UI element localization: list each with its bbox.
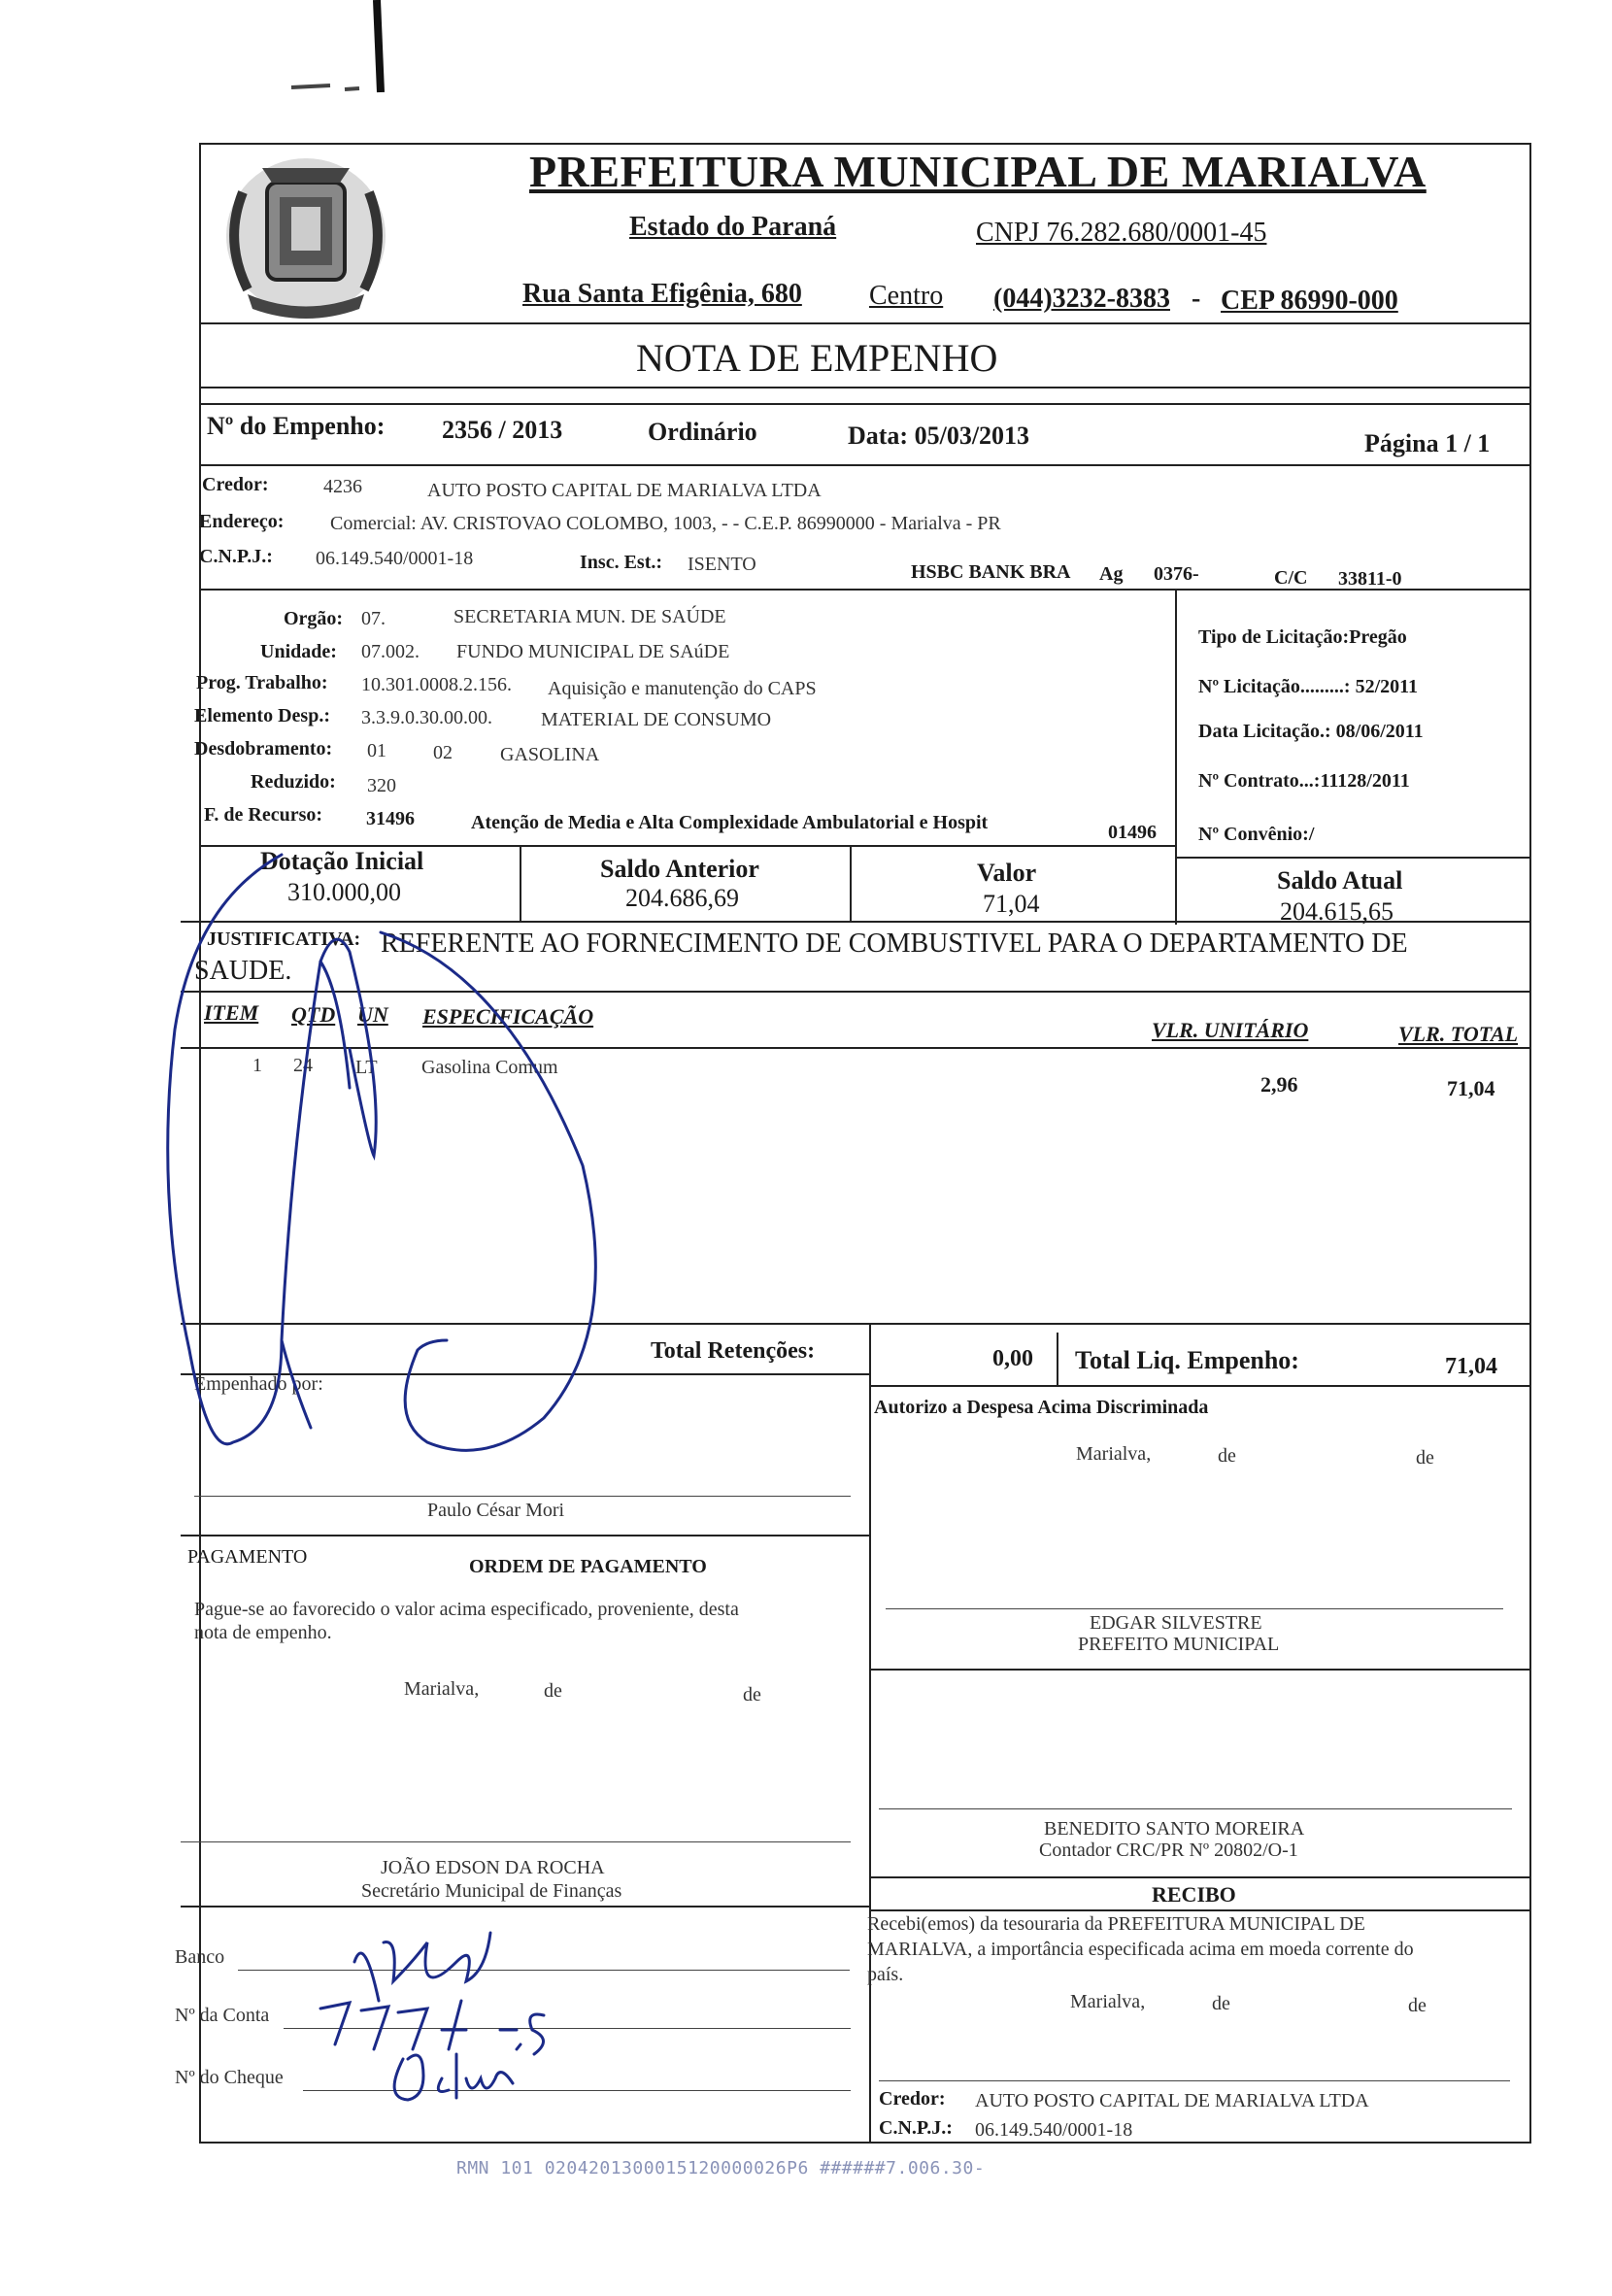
desdobramento-a: 01 [367,740,386,761]
state-name: Estado do Paraná [629,212,837,242]
header-street: Rua Santa Efigênia, 680 [522,279,802,309]
accountant-title: Contador CRC/PR Nº 20802/O-1 [1039,1840,1298,1861]
desdobramento-label: Desdobramento: [194,738,333,760]
autorizo-city: Marialva, [1076,1443,1152,1465]
recibo-de-2: de [1408,1995,1427,2016]
secretary-title: Secretário Municipal de Finanças [361,1880,622,1902]
unidade-label: Unidade: [260,641,337,662]
agency-label: Ag [1099,563,1124,585]
col-vlr-unitario: VLR. UNITÁRIO [1152,1018,1309,1042]
unidade-code: 07.002. [361,641,420,662]
unidade-name: FUNDO MUNICIPAL DE SAúDE [456,641,730,662]
recibo-credor-name: AUTO POSTO CAPITAL DE MARIALVA LTDA [975,2090,1369,2111]
recibo-de-1: de [1212,1993,1230,2014]
orgao-label: Orgão: [284,608,344,629]
pagamento-de-2: de [743,1684,761,1705]
col-vlr-total: VLR. TOTAL [1398,1022,1519,1046]
accountant-name: BENEDITO SANTO MOREIRA [1044,1818,1305,1840]
conta-label: Nº da Conta [175,2005,270,2026]
col-item: ITEM [204,1000,259,1025]
empenho-number-label: Nº do Empenho: [207,412,386,440]
empenhado-por-name: Paulo César Mori [427,1500,565,1521]
reduzido-label: Reduzido: [251,771,336,793]
valor-value: 71,04 [983,890,1040,918]
agency-number: 0376- [1154,563,1199,585]
recibo-credor-label: Credor: [879,2088,946,2110]
data-licitacao: Data Licitação.: 08/06/2011 [1198,721,1424,742]
empenho-type: Ordinário [648,418,757,446]
col-qtd: QTD [291,1002,336,1027]
item-unit-price: 2,96 [1260,1072,1298,1097]
item-total: 71,04 [1447,1076,1495,1100]
prog-trabalho-name: Aquisição e manutenção do CAPS [548,678,817,699]
recurso-code: 31496 [366,808,415,829]
recurso-label: F. de Recurso: [204,804,323,826]
item-description: Gasolina Comum [421,1057,558,1078]
empenho-date: Data: 05/03/2013 [848,422,1030,450]
saldo-atual-value: 204.615,65 [1280,897,1394,926]
prog-trabalho-label: Prog. Trabalho: [196,672,328,693]
municipality-title: PREFEITURA MUNICIPAL DE MARIALVA [529,147,1427,196]
header-cep: CEP 86990-000 [1221,286,1398,316]
ordem-pagamento-label: ORDEM DE PAGAMENTO [469,1556,707,1577]
elemento-code: 3.3.9.0.30.00.00. [361,707,492,728]
retencoes-label: Total Retenções: [651,1338,816,1364]
cheque-label: Nº do Cheque [175,2067,284,2088]
recibo-city: Marialva, [1070,1991,1146,2012]
desdobramento-name: GASOLINA [500,744,600,765]
bank-name: HSBC BANK BRA [911,561,1071,583]
tipo-licitacao: Tipo de Licitação:Pregão [1198,626,1407,648]
creditor-cnpj: 06.149.540/0001-18 [316,548,474,569]
saldo-atual-label: Saldo Atual [1277,866,1403,895]
account-number: 33811-0 [1338,568,1402,590]
desdobramento-b: 02 [433,742,453,763]
recibo-text-1: Recebi(emos) da tesouraria da PREFEITURA MUNICIPAL DE [867,1913,1365,1935]
justificativa-line-1: REFERENTE AO FORNECIMENTO DE COMBUSTIVEL PARA O DEPARTAMENTO DE [381,929,1408,959]
col-un: UN [357,1002,388,1027]
elemento-label: Elemento Desp.: [194,705,330,726]
valor-label: Valor [977,859,1037,887]
numero-convenio: Nº Convênio:/ [1198,824,1315,845]
header-district: Centro [869,281,944,311]
endereco-label: Endereço: [199,511,285,532]
credor-code: 4236 [323,476,362,497]
autorizo-de-2: de [1416,1447,1434,1469]
total-liquido-value: 71,04 [1445,1354,1497,1379]
item-number: 1 [252,1055,262,1076]
mayor-name: EDGAR SILVESTRE [1090,1612,1262,1634]
prog-trabalho-code: 10.301.0008.2.156. [361,674,512,695]
recurso-code-2: 01496 [1108,822,1157,843]
banco-label: Banco [175,1946,225,1968]
numero-licitacao: Nº Licitação.........: 52/2011 [1198,676,1419,697]
account-label: C/C [1274,567,1308,589]
insc-est-value: ISENTO [688,554,756,575]
credor-name: AUTO POSTO CAPITAL DE MARIALVA LTDA [427,480,822,501]
header-phone: (044)3232-8383 [993,284,1170,314]
orgao-name: SECRETARIA MUN. DE SAÚDE [453,606,726,627]
saldo-anterior-value: 204.686,69 [625,884,739,912]
empenhado-por-label: Empenhado por: [194,1373,323,1395]
recibo-text-2: MARIALVA, a importância especificada acima em moeda corrente do [867,1939,1414,1960]
pagamento-city: Marialva, [404,1678,480,1700]
item-qty: 24 [293,1055,313,1076]
secretary-name: JOÃO EDSON DA ROCHA [381,1857,605,1878]
justificativa-label: JUSTIFICATIVA: [207,929,361,950]
justificativa-line-2: SAUDE. [194,956,292,986]
item-unit: LT [355,1057,378,1078]
total-liquido-label: Total Liq. Empenho: [1075,1346,1299,1374]
recibo-text-3: país. [867,1964,904,1985]
mayor-title: PREFEITO MUNICIPAL [1078,1634,1280,1655]
creditor-cnpj-label: C.N.P.J.: [199,546,273,567]
recurso-name: Atenção de Media e Alta Complexidade Ambulatorial e Hospit [471,812,989,833]
numero-contrato: Nº Contrato...:11128/2011 [1198,770,1410,792]
pagamento-text-2: nota de empenho. [194,1622,332,1643]
col-especificacao: ESPECIFICAÇÃO [422,1004,594,1029]
header-dash: - [1192,284,1201,314]
orgao-code: 07. [361,608,386,629]
page-indicator: Página 1 / 1 [1364,429,1491,457]
retencoes-value: 0,00 [992,1346,1033,1371]
recibo-cnpj-label: C.N.P.J.: [879,2117,953,2139]
autorizo-de-1: de [1218,1445,1236,1467]
endereco-value: Comercial: AV. CRISTOVAO COLOMBO, 1003, - - C.E.P. 86990000 - Marialva - PR [330,513,1001,534]
footer-code: RMN 101 0204201300015120000026P6 ######7.006.30- [456,2158,986,2178]
recibo-title: RECIBO [1152,1882,1236,1907]
header-cnpj: CNPJ 76.282.680/0001-45 [976,218,1267,248]
empenho-number: 2356 / 2013 [442,416,563,444]
elemento-name: MATERIAL DE CONSUMO [541,709,772,730]
pagamento-label: PAGAMENTO [187,1546,308,1568]
dotacao-value: 310.000,00 [287,878,401,906]
reduzido-value: 320 [367,775,396,796]
pagamento-de-1: de [544,1680,562,1702]
doc-title: NOTA DE EMPENHO [636,336,998,380]
pagamento-text-1: Pague-se ao favorecido o valor acima especificado, proveniente, desta [194,1599,739,1620]
credor-label: Credor: [202,474,269,495]
insc-est-label: Insc. Est.: [580,552,663,573]
dotacao-label: Dotação Inicial [260,847,424,875]
autorizo-text: Autorizo a Despesa Acima Discriminada [874,1397,1209,1418]
recibo-cnpj: 06.149.540/0001-18 [975,2119,1133,2141]
saldo-anterior-label: Saldo Anterior [600,855,759,883]
